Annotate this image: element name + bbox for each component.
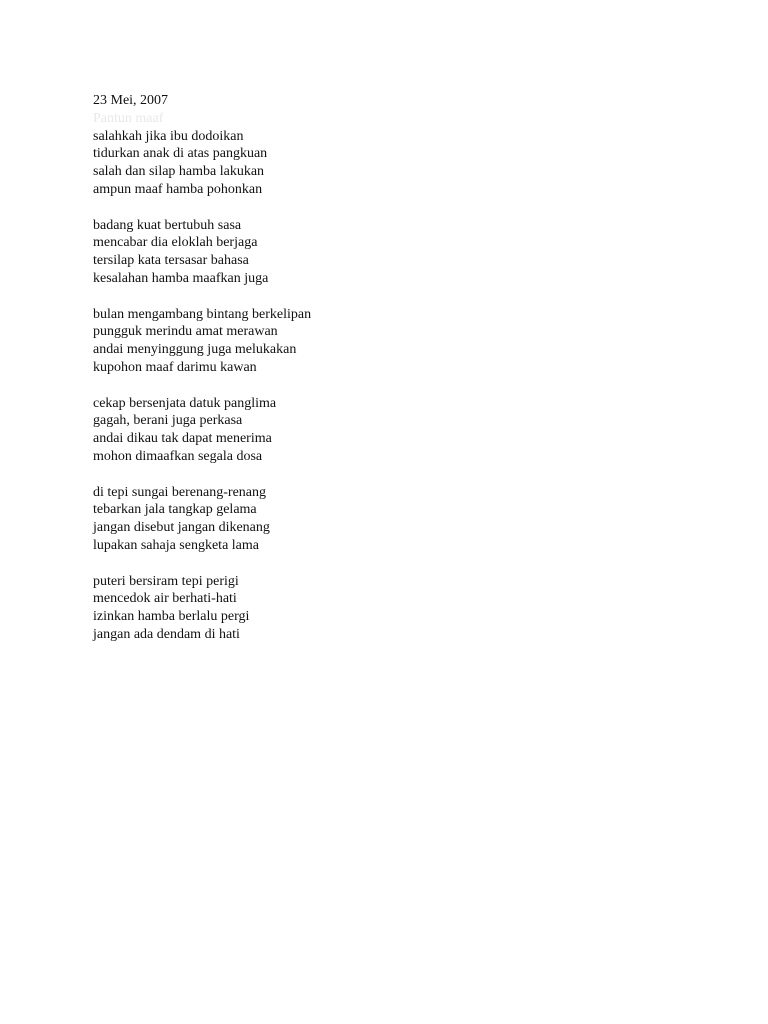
poem-line: salah dan silap hamba lakukan bbox=[93, 164, 265, 180]
poem-line: cekap bersenjata datuk panglima bbox=[93, 395, 277, 411]
poem-line: andai menyinggung juga melukakan bbox=[93, 342, 297, 358]
poem-line: jangan ada dendam di hati bbox=[93, 626, 240, 642]
poem-line: kesalahan hamba maafkan juga bbox=[93, 270, 269, 286]
poem-line: gagah, berani juga perkasa bbox=[93, 413, 243, 429]
poem-line: badang kuat bertubuh sasa bbox=[93, 217, 242, 233]
poem-line: izinkan hamba berlalu pergi bbox=[93, 609, 250, 625]
document-body bbox=[93, 92, 693, 644]
poem-line: tidurkan anak di atas pangkuan bbox=[93, 146, 268, 162]
poem-stanza-5 bbox=[93, 484, 693, 555]
poem-line: kupohon maaf darimu kawan bbox=[93, 359, 257, 375]
poem-stanza-4 bbox=[93, 395, 693, 466]
poem-line: pungguk merindu amat merawan bbox=[93, 324, 278, 340]
document-date: 23 Mei, 2007 bbox=[93, 93, 169, 108]
poem-line: salahkah jika ibu dodoikan bbox=[93, 128, 244, 144]
poem-stanza-1 bbox=[93, 128, 693, 199]
poem-line: jangan disebut jangan dikenang bbox=[93, 520, 270, 536]
poem-line: tersilap kata tersasar bahasa bbox=[93, 253, 249, 269]
poem-stanza-6 bbox=[93, 573, 693, 644]
poem-line: tebarkan jala tangkap gelama bbox=[93, 502, 257, 518]
poem-line: bulan mengambang bintang berkelipan bbox=[93, 306, 312, 322]
poem-line: mencedok air berhati-hati bbox=[93, 591, 237, 607]
poem-line: mohon dimaafkan segala dosa bbox=[93, 448, 263, 464]
poem-line: lupakan sahaja sengketa lama bbox=[93, 537, 259, 553]
poem-line: di tepi sungai berenang-renang bbox=[93, 484, 266, 500]
poem-line: andai dikau tak dapat menerima bbox=[93, 431, 272, 447]
poem-title: Pantun maaf bbox=[93, 110, 164, 126]
poem-line: puteri bersiram tepi perigi bbox=[93, 573, 239, 589]
poem-line: ampun maaf hamba pohonkan bbox=[93, 181, 263, 197]
poem-stanza-2 bbox=[93, 217, 693, 288]
poem-line: mencabar dia eloklah berjaga bbox=[93, 235, 258, 251]
poem-stanza-3 bbox=[93, 306, 693, 377]
